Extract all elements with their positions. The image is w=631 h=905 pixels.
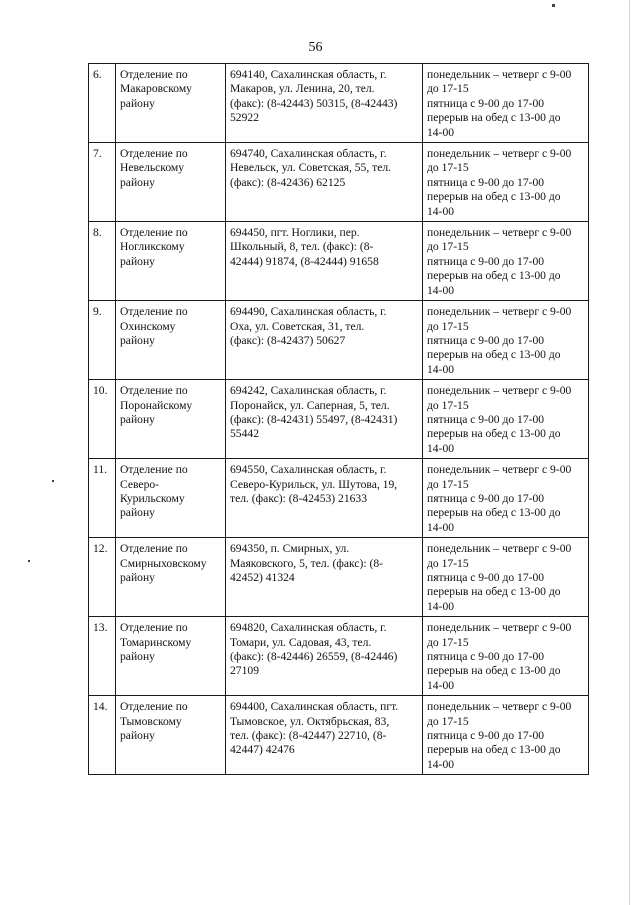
office-name-line: Отделение по	[120, 384, 188, 398]
address-cell	[226, 617, 423, 696]
row-number-cell	[89, 696, 116, 775]
address-cell	[226, 380, 423, 459]
office-name-cell	[116, 64, 226, 143]
working-hours-line: понедельник – четверг с 9-00	[427, 700, 572, 714]
working-hours-line: 14-00	[427, 757, 455, 771]
working-hours-line: перерыв на обед с 13-00 до	[427, 269, 561, 283]
address-line: 694820, Сахалинская область, г.	[230, 621, 387, 635]
scan-speck	[552, 4, 555, 7]
address-line: Школьный, 8, тел. (факс): (8-	[230, 240, 374, 254]
working-hours-line: пятница с 9-00 до 17-00	[427, 254, 545, 268]
row-number: 9.	[93, 305, 102, 319]
table-row	[89, 696, 589, 775]
working-hours-line: до 17-15	[427, 161, 469, 175]
office-name-line: району	[120, 412, 155, 426]
office-name-line: Смирныховскому	[120, 556, 207, 570]
working-hours-cell	[423, 617, 589, 696]
row-number-cell	[89, 143, 116, 222]
scan-speck	[52, 480, 54, 482]
address-line: Поронайск, ул. Саперная, 5, тел.	[230, 398, 390, 412]
row-number: 6.	[93, 68, 102, 81]
working-hours-line: понедельник – четверг с 9-00	[427, 226, 572, 240]
working-hours-line: 14-00	[427, 204, 455, 218]
row-number-cell	[89, 459, 116, 538]
row-number: 10.	[93, 384, 108, 398]
address-line: Томари, ул. Садовая, 43, тел.	[230, 635, 372, 649]
table-row	[89, 143, 589, 222]
address-line: 52922	[230, 111, 259, 125]
address-line: 694450, пгт. Ноглики, пер.	[230, 226, 360, 240]
office-name-line: Поронайскому	[120, 398, 193, 412]
office-name-line: Северо-	[120, 477, 160, 491]
table-row	[89, 222, 589, 301]
office-name-line: району	[120, 333, 155, 347]
working-hours-line: понедельник – четверг с 9-00	[427, 542, 572, 556]
address-line: 694140, Сахалинская область, г.	[230, 68, 387, 81]
row-number: 11.	[93, 463, 108, 477]
row-number-cell	[89, 222, 116, 301]
address-line: 694740, Сахалинская область, г.	[230, 147, 387, 161]
table-row	[89, 459, 589, 538]
office-name-line: району	[120, 506, 155, 520]
working-hours-line: 14-00	[427, 283, 455, 297]
working-hours-line: пятница с 9-00 до 17-00	[427, 491, 545, 505]
working-hours-line: пятница с 9-00 до 17-00	[427, 729, 545, 743]
address-line: 694242, Сахалинская область, г.	[230, 384, 387, 398]
row-number: 7.	[93, 147, 102, 161]
office-name-line: Отделение по	[120, 68, 188, 81]
working-hours-line: пятница с 9-00 до 17-00	[427, 96, 545, 110]
office-name-line: Тымовскому	[120, 714, 182, 728]
office-name-line: Отделение по	[120, 700, 188, 714]
office-name-line: Отделение по	[120, 147, 188, 161]
working-hours-line: пятница с 9-00 до 17-00	[427, 412, 545, 426]
working-hours-cell	[423, 538, 589, 617]
working-hours-line: до 17-15	[427, 319, 469, 333]
working-hours-cell	[423, 459, 589, 538]
office-name-cell	[116, 143, 226, 222]
office-name-line: Ногликскому	[120, 240, 185, 254]
address-cell	[226, 538, 423, 617]
row-number-cell	[89, 64, 116, 143]
office-name-line: району	[120, 175, 155, 189]
working-hours-line: перерыв на обед с 13-00 до	[427, 111, 561, 125]
working-hours-cell	[423, 696, 589, 775]
working-hours-line: перерыв на обед с 13-00 до	[427, 348, 561, 362]
address-cell	[226, 696, 423, 775]
address-line: Невельск, ул. Советская, 55, тел.	[230, 161, 392, 175]
working-hours-line: перерыв на обед с 13-00 до	[427, 664, 561, 678]
office-name-line: Отделение по	[120, 463, 188, 477]
office-name-cell	[116, 538, 226, 617]
working-hours-line: понедельник – четверг с 9-00	[427, 147, 572, 161]
row-number-cell	[89, 538, 116, 617]
row-number: 12.	[93, 542, 108, 556]
working-hours-cell	[423, 222, 589, 301]
page-number: 56	[308, 40, 323, 55]
office-name-line: району	[120, 571, 155, 584]
address-line: (факс): (8-42436) 62125	[230, 175, 346, 189]
table-row	[89, 617, 589, 696]
working-hours-line: перерыв на обед с 13-00 до	[427, 190, 561, 204]
office-name-line: Невельскому	[120, 161, 185, 175]
working-hours-line: 14-00	[427, 362, 455, 376]
working-hours-line: 14-00	[427, 441, 455, 455]
table-row	[89, 380, 589, 459]
office-name-line: району	[120, 729, 155, 743]
working-hours-line: до 17-15	[427, 477, 469, 491]
working-hours-line: до 17-15	[427, 714, 469, 728]
working-hours-line: понедельник – четверг с 9-00	[427, 305, 572, 319]
offices-table-body	[89, 64, 589, 775]
working-hours-line: пятница с 9-00 до 17-00	[427, 333, 545, 347]
address-line: 42452) 41324	[230, 571, 295, 584]
working-hours-line: понедельник – четверг с 9-00	[427, 68, 572, 81]
address-line: Тымовское, ул. Октябрьская, 83,	[230, 714, 390, 728]
address-line: 694490, Сахалинская область, г.	[230, 305, 387, 319]
working-hours-line: до 17-15	[427, 556, 469, 570]
office-name-cell	[116, 617, 226, 696]
row-number: 13.	[93, 621, 108, 635]
offices-table	[88, 63, 589, 775]
office-name-cell	[116, 459, 226, 538]
row-number: 8.	[93, 226, 102, 240]
working-hours-line: пятница с 9-00 до 17-00	[427, 650, 545, 664]
address-cell	[226, 301, 423, 380]
working-hours-line: понедельник – четверг с 9-00	[427, 621, 572, 635]
address-cell	[226, 143, 423, 222]
working-hours-cell	[423, 143, 589, 222]
working-hours-cell	[423, 301, 589, 380]
table-row	[89, 301, 589, 380]
office-name-line: району	[120, 650, 155, 664]
address-cell	[226, 64, 423, 143]
working-hours-line: до 17-15	[427, 398, 469, 412]
address-line: 27109	[230, 664, 259, 678]
office-name-line: Отделение по	[120, 621, 188, 635]
table-row	[89, 538, 589, 617]
row-number: 14.	[93, 700, 108, 714]
working-hours-line: до 17-15	[427, 635, 469, 649]
working-hours-line: перерыв на обед с 13-00 до	[427, 585, 561, 599]
address-line: (факс): (8-42443) 50315, (8-42443)	[230, 96, 398, 110]
working-hours-line: 14-00	[427, 520, 455, 534]
address-line: 694350, п. Смирных, ул.	[230, 542, 350, 556]
working-hours-cell	[423, 64, 589, 143]
working-hours-line: перерыв на обед с 13-00 до	[427, 427, 561, 441]
office-name-line: Отделение по	[120, 542, 188, 556]
working-hours-line: до 17-15	[427, 82, 469, 96]
row-number-cell	[89, 301, 116, 380]
address-line: тел. (факс): (8-42453) 21633	[230, 491, 368, 505]
working-hours-line: 14-00	[427, 678, 455, 692]
office-name-cell	[116, 301, 226, 380]
office-name-line: Охинскому	[120, 319, 176, 333]
row-number-cell	[89, 380, 116, 459]
working-hours-line: пятница с 9-00 до 17-00	[427, 175, 545, 189]
scan-edge-line	[629, 0, 630, 905]
address-line: 42444) 91874, (8-42444) 91658	[230, 254, 379, 268]
address-line: 42447) 42476	[230, 743, 295, 757]
address-line: (факс): (8-42437) 50627	[230, 333, 346, 347]
address-line: (факс): (8-42446) 26559, (8-42446)	[230, 650, 398, 664]
office-name-cell	[116, 380, 226, 459]
office-name-line: Отделение по	[120, 305, 188, 319]
working-hours-line: пятница с 9-00 до 17-00	[427, 571, 545, 584]
address-line: Северо-Курильск, ул. Шутова, 19,	[230, 477, 398, 491]
address-line: Оха, ул. Советская, 31, тел.	[230, 319, 365, 333]
working-hours-line: перерыв на обед с 13-00 до	[427, 506, 561, 520]
office-name-line: Томаринскому	[120, 635, 192, 649]
office-name-cell	[116, 696, 226, 775]
working-hours-line: 14-00	[427, 125, 455, 139]
address-line: 55442	[230, 427, 259, 441]
office-name-line: району	[120, 96, 155, 110]
office-name-line: Отделение по	[120, 226, 188, 240]
row-number-cell	[89, 617, 116, 696]
working-hours-line: понедельник – четверг с 9-00	[427, 384, 572, 398]
working-hours-line: до 17-15	[427, 240, 469, 254]
office-name-line: Курильскому	[120, 491, 185, 505]
address-line: (факс): (8-42431) 55497, (8-42431)	[230, 412, 398, 426]
address-line: Маяковского, 5, тел. (факс): (8-	[230, 556, 383, 570]
working-hours-cell	[423, 380, 589, 459]
office-name-line: Макаровскому	[120, 82, 192, 96]
office-name-line: району	[120, 254, 155, 268]
address-line: 694400, Сахалинская область, пгт.	[230, 700, 399, 714]
working-hours-line: перерыв на обед с 13-00 до	[427, 743, 561, 757]
working-hours-line: понедельник – четверг с 9-00	[427, 463, 572, 477]
address-line: Макаров, ул. Ленина, 20, тел.	[230, 82, 375, 96]
address-cell	[226, 459, 423, 538]
working-hours-line: 14-00	[427, 599, 455, 613]
office-name-cell	[116, 222, 226, 301]
table-row	[89, 64, 589, 143]
scan-speck	[28, 560, 30, 562]
address-line: тел. (факс): (8-42447) 22710, (8-	[230, 729, 387, 743]
address-line: 694550, Сахалинская область, г.	[230, 463, 387, 477]
address-cell	[226, 222, 423, 301]
